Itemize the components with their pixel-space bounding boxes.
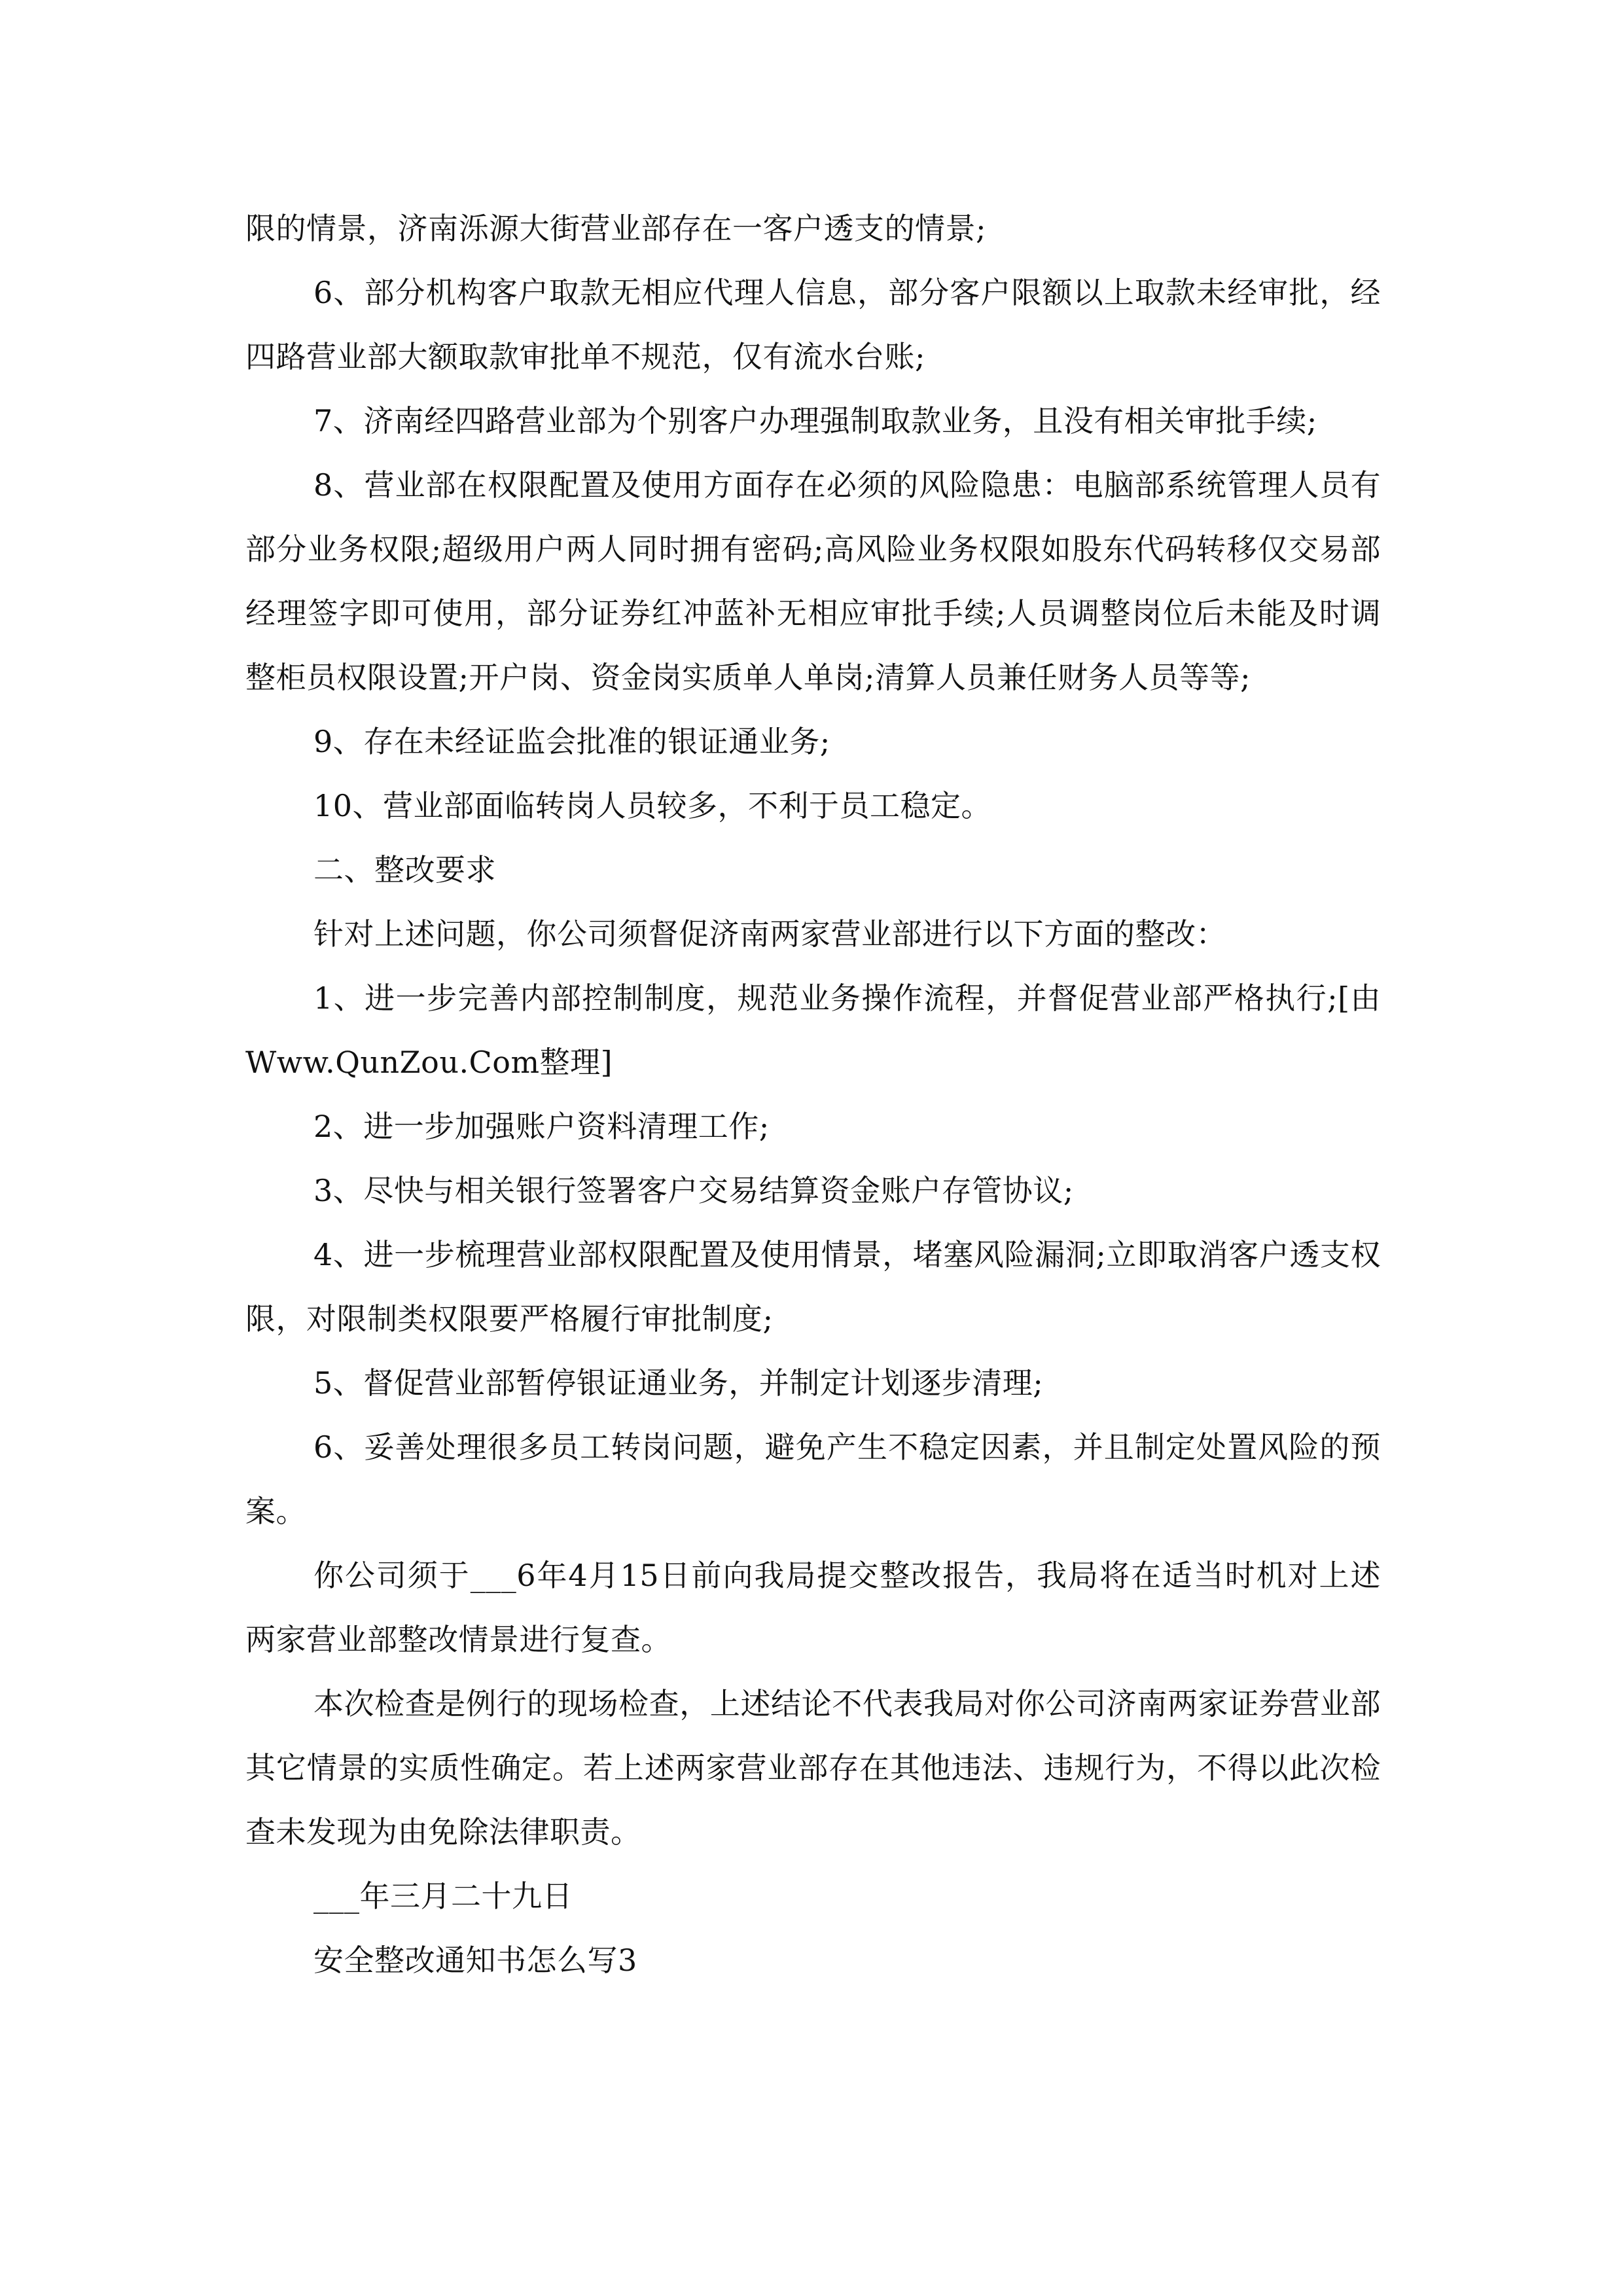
requirement-item-2: 2、进一步加强账户资料清理工作; bbox=[313, 1109, 770, 1144]
paragraph-item-9: 9、存在未经证监会批准的银证通业务; bbox=[313, 724, 830, 759]
paragraph-item-7: 7、济南经四路营业部为个别客户办理强制取款业务，且没有相关审批手续; bbox=[313, 403, 1317, 439]
requirement-item-4: 4、进一步梳理营业部权限配置及使用情景，堵塞风险漏洞;立即取消客户透支权限，对限制类权限要严格履行审批制度; bbox=[245, 1237, 1381, 1336]
paragraph-item-8: 8、营业部在权限配置及使用方面存在必须的风险隐患：电脑部系统管理人员有部分业务权限;超级用户两人同时拥有密码;高风险业务权限如股东代码转移仅交易部经理签字即可使用，部分证券红冲蓝补无相应审批手续;人员调整岗位后未能及时调整柜员权限设置;开户岗、资金岗实质单人单岗;清算人员兼任财务人员等等; bbox=[245, 467, 1381, 695]
paragraph-intro: 针对上述问题，你公司须督促济南两家营业部进行以下方面的整改： bbox=[313, 916, 1226, 952]
requirement-item-1: 1、进一步完善内部控制制度，规范业务操作流程，并督促营业部严格执行;[由Www.QunZou.Com整理] bbox=[245, 980, 1381, 1080]
section-heading-rectification: 二、整改要求 bbox=[313, 852, 496, 888]
paragraph-item-6: 6、部分机构客户取款无相应代理人信息，部分客户限额以上取款未经审批，经四路营业部大额取款审批单不规范，仅有流水台账; bbox=[245, 275, 1381, 374]
document-body bbox=[245, 196, 1381, 1992]
requirement-item-6: 6、妥善处理很多员工转岗问题，避免产生不稳定因素，并且制定处置风险的预案。 bbox=[245, 1429, 1381, 1529]
paragraph-disclaimer: 本次检查是例行的现场检查，上述结论不代表我局对你公司济南两家证券营业部其它情景的实质性确定。若上述两家营业部存在其他违法、违规行为，不得以此次检查未发现为由免除法律职责。 bbox=[245, 1686, 1381, 1850]
document-date: ___年三月二十九日 bbox=[313, 1878, 573, 1914]
paragraph-item-10: 10、营业部面临转岗人员较多，不利于员工稳定。 bbox=[313, 788, 992, 823]
paragraph-deadline: 你公司须于___6年4月15日前向我局提交整改报告，我局将在适当时机对上述两家营业部整改情景进行复查。 bbox=[245, 1558, 1381, 1657]
requirement-item-3: 3、尽快与相关银行签署客户交易结算资金账户存管协议; bbox=[313, 1173, 1074, 1208]
requirement-item-5: 5、督促营业部暂停银证通业务，并制定计划逐步清理; bbox=[313, 1365, 1044, 1401]
paragraph-continuation: 限的情景，济南泺源大街营业部存在一客户透支的情景; bbox=[245, 211, 986, 246]
next-section-title: 安全整改通知书怎么写3 bbox=[313, 1943, 637, 1978]
